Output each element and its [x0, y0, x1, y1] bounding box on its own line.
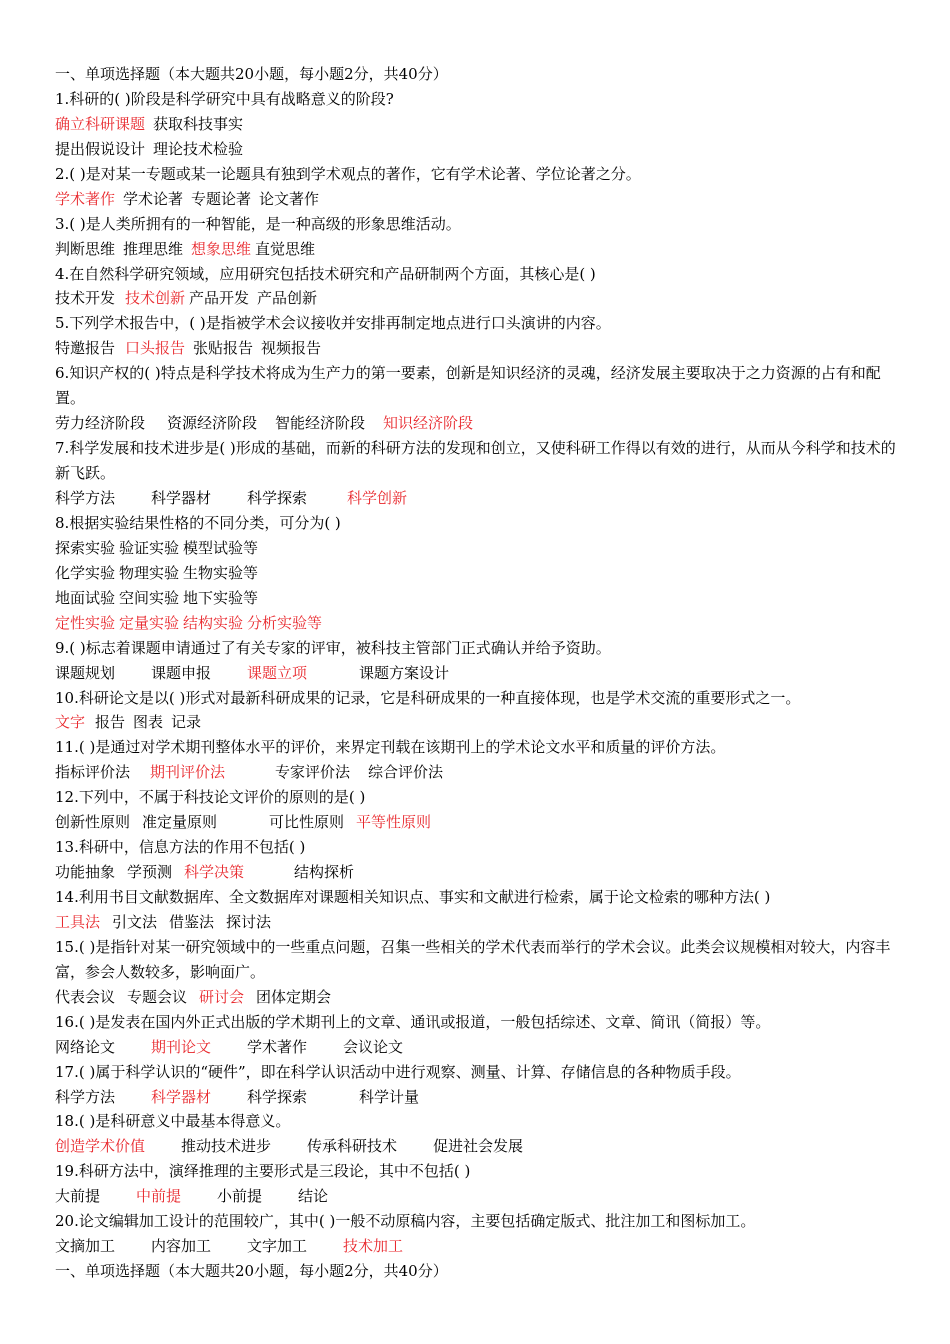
option-line — [55, 586, 902, 611]
option: 引文法 — [112, 912, 158, 931]
option: 直觉思维 — [255, 239, 316, 258]
question-text: 14.利用书目文献数据库、全文数据库对课题相关知识点、事实和文献进行检索，属于论文检索的哪种方法( ) — [55, 888, 771, 907]
option: 借鉴法 — [169, 912, 215, 931]
option: 促进社会发展 — [433, 1137, 524, 1156]
answer-option: 平等性原则 — [356, 813, 432, 832]
option: 探索实验 — [55, 538, 116, 557]
answer-option: 想象思维 — [191, 239, 252, 258]
question-text: 15.( )是指针对某一研究领域中的一些重点问题，召集一些相关的学术代表而举行的学术会议。此类会议规模相对较大，内容丰富，参会人数较多，影响面广。 — [55, 937, 891, 981]
option: 科学器材 — [151, 489, 212, 507]
answer-option: 中前提 — [136, 1187, 182, 1206]
answer-option: 分析实验等 — [247, 613, 323, 632]
option: 科学方法 — [55, 489, 116, 507]
answer-option: 定性实验 — [55, 613, 116, 632]
question-text: 18.( )是科研意义中最基本得意义。 — [55, 1112, 291, 1131]
option-line — [55, 411, 902, 436]
option: 报告 — [95, 713, 126, 732]
option: 可比性原则 — [269, 813, 345, 832]
option: 空间实验 — [119, 588, 180, 607]
answer-option: 技术创新 — [125, 289, 186, 308]
option-line — [55, 237, 902, 262]
option: 科学方法 — [55, 1087, 116, 1106]
option: 课题方案设计 — [359, 663, 450, 682]
question-text: 20.论文编辑加工设计的范围较广，其中( )一般不动原稿内容，主要包括确定版式、批注加工和图标加工。 — [55, 1212, 756, 1231]
answer-option: 文字 — [55, 713, 86, 732]
option-line — [55, 710, 902, 735]
option: 产品开发 — [189, 289, 250, 308]
option-line — [55, 486, 902, 511]
option: 文摘加工 — [55, 1237, 116, 1256]
option: 专家评价法 — [275, 763, 351, 782]
answer-option: 知识经济阶段 — [383, 414, 474, 433]
option: 结论 — [298, 1187, 329, 1206]
option: 指标评价法 — [55, 763, 131, 782]
question-text: 3.( )是人类所拥有的一种智能，是一种高级的形象思维活动。 — [55, 214, 461, 233]
option: 课题申报 — [151, 663, 212, 682]
option: 验证实验 — [119, 538, 180, 557]
answer-option: 科学决策 — [184, 863, 245, 882]
question-text: 16.( )是发表在国内外正式出版的学术期刊上的文章、通讯或报道，一般包括综述、文章、简讯（简报）等。 — [55, 1012, 771, 1031]
option-line — [55, 661, 902, 686]
question-text: 8.根据实验结果性格的不同分类，可分为( ) — [55, 513, 341, 532]
question-text: 17.( )属于科学认识的“硬件”，即在科学认识活动中进行观察、测量、计算、存储信息的各种物质手段。 — [55, 1062, 741, 1081]
option: 学术著作 — [247, 1037, 308, 1056]
question-text: 12.下列中，不属于科技论文评价的原则的是( ) — [55, 788, 366, 807]
option: 网络论文 — [55, 1037, 116, 1056]
option: 理论技术检验 — [153, 139, 244, 158]
option: 提出假说设计 — [55, 139, 146, 158]
option: 技术开发 — [55, 289, 116, 308]
option-line — [55, 1035, 902, 1060]
option-line — [55, 286, 902, 311]
option: 科学探索 — [247, 1087, 308, 1106]
option-line — [55, 536, 902, 561]
question-text: 1.科研的( )阶段是科学研究中具有战略意义的阶段? — [55, 89, 394, 108]
answer-option: 工具法 — [55, 912, 101, 931]
question-text: 19.科研方法中，演绎推理的主要形式是三段论，其中不包括( ) — [55, 1162, 471, 1181]
option: 学术论著 — [123, 189, 184, 208]
option-line — [55, 112, 902, 137]
option-line — [55, 137, 902, 162]
option-line — [55, 1234, 902, 1259]
option-line — [55, 1184, 902, 1209]
option-line — [55, 985, 902, 1010]
answer-option: 课题立项 — [247, 663, 308, 682]
option: 张贴报告 — [193, 339, 254, 358]
option: 大前提 — [55, 1187, 101, 1206]
option: 获取科技事实 — [153, 114, 244, 133]
option-line — [55, 810, 902, 835]
answer-option: 确立科研课题 — [55, 114, 146, 133]
option: 文字加工 — [247, 1237, 308, 1256]
option: 产品创新 — [257, 289, 318, 308]
option: 科学计量 — [359, 1087, 420, 1106]
option: 化学实验 — [55, 563, 116, 582]
question-text: 11.( )是通过对学术期刊整体水平的评价，来界定刊载在该期刊上的学术论文水平和质量的评价方法。 — [55, 738, 726, 757]
question-text: 6.知识产权的( )特点是科学技术将成为生产力的第一要素，创新是知识经济的灵魂，经济发展主要取决于之力资源的占有和配置。 — [55, 364, 881, 408]
option: 推动技术进步 — [181, 1137, 272, 1156]
option-line — [55, 860, 902, 885]
option: 判断思维 — [55, 239, 116, 258]
question-list — [55, 87, 902, 1259]
answer-option: 研讨会 — [199, 987, 245, 1006]
question-text: 2.( )是对某一专题或某一论题具有独到学术观点的著作，它有学术论著、学位论著之分。 — [55, 164, 641, 183]
section-heading: 一、单项选择题（本大题共20小题，每小题2分，共40分） — [55, 65, 448, 83]
option: 内容加工 — [151, 1237, 212, 1256]
option-line — [55, 1134, 902, 1159]
option: 生物实验等 — [183, 563, 259, 582]
option: 科学探索 — [247, 489, 308, 507]
section-heading-repeat: 一、单项选择题（本大题共20小题，每小题2分，共40分） — [55, 1262, 448, 1281]
question-text: 13.科研中，信息方法的作用不包括( ) — [55, 838, 306, 857]
question-text: 10.科研论文是以( )形式对最新科研成果的记录，它是科研成果的一种直接体现，也是学术交流的重要形式之一。 — [55, 688, 801, 707]
option: 记录 — [171, 713, 202, 732]
option-line — [55, 187, 902, 212]
option: 智能经济阶段 — [275, 414, 366, 433]
option: 模型试验等 — [183, 538, 259, 557]
answer-option: 科学器材 — [151, 1087, 212, 1106]
option: 图表 — [133, 713, 164, 732]
option: 视频报告 — [261, 339, 322, 358]
option: 地下实验等 — [183, 588, 259, 607]
option: 论文著作 — [259, 189, 320, 208]
question-text: 4.在自然科学研究领域，应用研究包括技术研究和产品研制两个方面，其核心是( ) — [55, 264, 596, 283]
answer-option: 期刊论文 — [151, 1037, 212, 1056]
option: 代表会议 — [55, 987, 116, 1006]
option: 创新性原则 — [55, 813, 131, 832]
option: 劳力经济阶段 — [55, 414, 146, 433]
option-line — [55, 561, 902, 586]
answer-option: 定量实验 — [119, 613, 180, 632]
option: 团体定期会 — [256, 987, 332, 1006]
option: 专题论著 — [191, 189, 252, 208]
answer-option: 结构实验 — [183, 613, 244, 632]
option: 结构探析 — [294, 863, 355, 882]
option: 探讨法 — [226, 912, 272, 931]
answer-option: 期刊评价法 — [150, 763, 226, 782]
option-line — [55, 336, 902, 361]
option: 学预测 — [127, 863, 173, 882]
option: 特邀报告 — [55, 339, 116, 358]
option: 小前提 — [217, 1187, 263, 1206]
option: 推理思维 — [123, 239, 184, 258]
option: 专题会议 — [127, 987, 188, 1006]
option-line — [55, 760, 902, 785]
answer-option: 创造学术价值 — [55, 1137, 146, 1156]
answer-option: 学术著作 — [55, 189, 116, 208]
option: 课题规划 — [55, 663, 116, 682]
option: 物理实验 — [119, 563, 180, 582]
option: 资源经济阶段 — [167, 414, 258, 433]
option-line — [55, 1085, 902, 1110]
option: 综合评价法 — [368, 763, 444, 782]
answer-option: 技术加工 — [343, 1237, 404, 1256]
option-line — [55, 611, 902, 636]
option: 准定量原则 — [142, 813, 218, 832]
option: 地面试验 — [55, 588, 116, 607]
question-text: 9.( )标志着课题申请通过了有关专家的评审，被科技主管部门正式确认并给予资助。 — [55, 638, 611, 657]
option: 传承科研技术 — [307, 1137, 398, 1156]
question-text: 7.科学发展和技术进步是( )形成的基础，而新的科研方法的发现和创立，又使科研工作得以有效的进行，从而从今科学和技术的新飞跃。 — [55, 439, 896, 483]
option: 功能抽象 — [55, 863, 116, 882]
answer-option: 口头报告 — [125, 339, 186, 358]
option-line — [55, 910, 902, 935]
question-text: 5.下列学术报告中，( )是指被学术会议接收并安排再制定地点进行口头演讲的内容。 — [55, 314, 611, 333]
answer-option: 科学创新 — [347, 489, 408, 507]
option: 会议论文 — [343, 1037, 404, 1056]
